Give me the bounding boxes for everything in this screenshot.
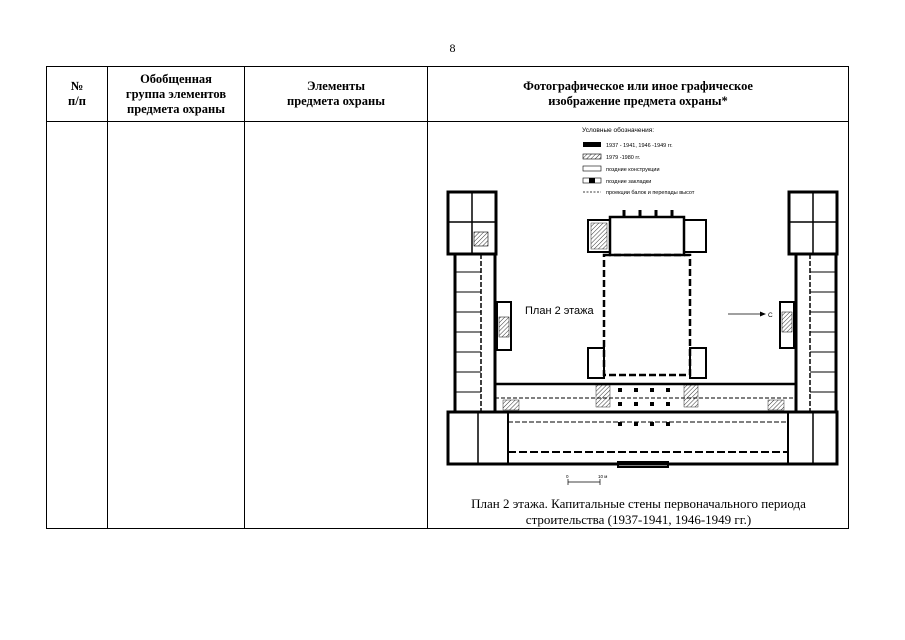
lower-wing (448, 412, 837, 464)
cell-elements (245, 122, 428, 529)
legend (582, 126, 695, 196)
header-elements-line-2: предмета охраны (287, 94, 385, 108)
floor-plan-figure (428, 122, 849, 528)
central-hall (604, 255, 690, 375)
legend-swatch-mixed-fill (589, 178, 595, 183)
header-number-line-1: № (70, 79, 84, 93)
header-elements (245, 67, 428, 122)
legend-item-1: 1937 - 1941, 1946 -1949 гг. (606, 143, 673, 149)
legend-item-4: поздние закладки (606, 179, 652, 185)
header-image (428, 67, 849, 122)
page-number: 8 (449, 41, 456, 55)
north-arrow (728, 312, 773, 320)
header-group-line-2: группа элементов (125, 86, 227, 101)
legend-title: Условные обозначения: (582, 127, 655, 134)
cell-number (47, 122, 108, 529)
scale-label-end: 10 м (598, 474, 608, 479)
protection-elements-table (46, 66, 849, 529)
right-wing (796, 254, 836, 412)
header-group (108, 67, 245, 122)
column-grid (618, 388, 670, 426)
header-group-line-3: предмета охраны (127, 101, 225, 116)
legend-item-2: 1979 -1980 гг. (606, 155, 641, 161)
header-elements-line-1: Элементы (306, 79, 366, 93)
cell-image (428, 122, 849, 529)
legend-item-3: поздние конструкции (606, 167, 660, 173)
table-row (47, 122, 849, 529)
left-wing (455, 254, 495, 412)
figure-caption (428, 496, 849, 528)
header-group-line-1: Обобщенная (140, 71, 212, 86)
header-number (47, 67, 108, 122)
plan-label: План 2 этажа (525, 305, 594, 317)
scale-label-start: 0 (566, 474, 569, 479)
caption-line-2: строительства (1937-1941, 1946-1949 гг.) (525, 512, 752, 527)
table-header-row (47, 67, 849, 122)
legend-swatch-solid (583, 142, 601, 147)
header-image-line-1: Фотографическое или иное графическое (523, 79, 753, 93)
legend-swatch-hatched (583, 154, 601, 159)
legend-item-5: проекции балок и перепады высот (606, 190, 695, 196)
north-label: С (768, 312, 773, 319)
scale-bar (566, 474, 607, 485)
floor-plan-drawing (448, 192, 837, 467)
caption-line-1: План 2 этажа. Капитальные стены первоначального периода (471, 496, 806, 511)
header-number-line-2: п/п (68, 94, 86, 108)
cell-group (108, 122, 245, 529)
header-image-line-2: изображение предмета охраны* (548, 94, 728, 108)
legend-swatch-empty (583, 166, 601, 171)
